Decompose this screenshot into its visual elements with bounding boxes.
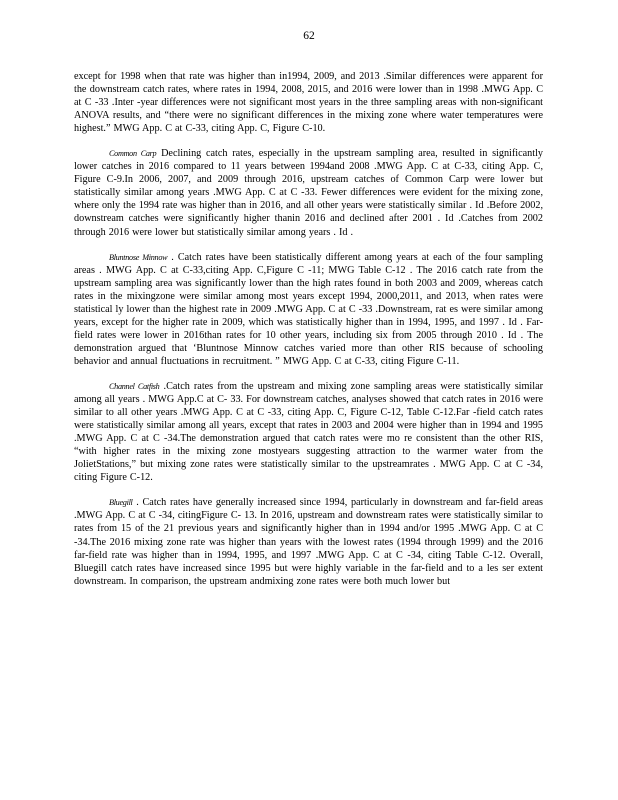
paragraph-channel-catfish bbox=[74, 380, 543, 484]
paragraph-common-carp bbox=[74, 147, 543, 238]
paragraph-1-text: except for 1998 when that rate was higher than in1994, 2009, and 2013 .Similar differences were apparent for the downstream catch rates, where rates in 1994, 2008, 2015, and 2016 were lower than in 1998 .MWG App. C at C -33 .Inter -year differences were not significant most years in the three sampling areas with non-significant ANOVA results, and “there were no significant differences in the mixing zone where water temperatures were highest.” MWG App. C at C-33, citing App. C, Figure C-10. bbox=[74, 71, 543, 135]
page-number: 62 bbox=[303, 30, 315, 42]
paragraph-bluntnose-minnow-text: . Catch rates have been statistically different among years at each of the four sampling areas . MWG App. C at C-33,citing App. C,Figure C -11; MWG Table C-12 . The 2016 catch rate from the upstream sampling area was significantly lower than the high rates found in both 2003 and 2009, whereas catch rates in the mixingzone were similar among most years except 1994, 2000,2011, and 2013, when rates were statistical ly lower than the highest rate in 2009 .MWG App. C at C -33 .Downstream, rat es were similar among years, except for the higher rate in 2009, which was statistically higher than in 1994, 1995, and 1997 . Id . Far-field rates were lower in 2016than rates for 10 other years, including six from 2005 through 2010 . Id . The demonstration argued that ‘Bluntnose Minnow catches varied more than other RIS because of schooling behavior and annual fluctuations in recruitment. ” MWG App. C at C-33, citing Figure C-11. bbox=[74, 251, 543, 367]
species-heading-bluntnose-minnow: Bluntnose Minnow bbox=[109, 252, 168, 262]
species-heading-channel-catfish: Channel Catfish bbox=[109, 381, 160, 391]
paragraph-bluegill bbox=[74, 496, 543, 587]
paragraph-bluegill-text: . Catch rates have generally increased since 1994, particularly in downstream and far-field areas .MWG App. C at C -34, citingFigure C- 13. In 2016, upstream and downstream rates were statistically similar to rates from 15 of the 21 previous years and significantly higher than in 1994 and/or 1995 .MWG App. C at C -34.The 2016 mixing zone rate was higher than years with the lowest rates (1994 through 1999) and the 2016 far-field rate was higher than in 1994, 1995, and 1997 .MWG App. C at C -34, citing Table C-12. Overall, Bluegill catch rates have increased since 1995 but were highly variable in the far-field and to a les ser extent downstream. In comparison, the upstream andmixing zone rates were both much lower but bbox=[74, 497, 543, 587]
paragraph-1 bbox=[74, 70, 543, 135]
body-text bbox=[74, 70, 543, 600]
paragraph-channel-catfish-text: .Catch rates from the upstream and mixing zone sampling areas were statistically similar among all years . MWG App.C at C- 33. For downstream catches, analyses showed that catch rates in 2016 were similar to all other years .MWG App. C at C -33, citing App. C, Figure C-12, Table C-12.Far -field catch rates were statistically similar among all years, except that rates in 2003 and 2004 were higher than in 1994 and 1995 .MWG App. C at C -34.The demonstration argued that catch rates were mo re consistent than the other RIS, “with higher rates in the mixing zone mostyears suggesting attraction to the warmer water from the JolietStations,” but mixing zone rates were statistically similar to the upstreamrates . MWG App. C at C -34, citing Figure C-12. bbox=[74, 380, 543, 484]
paragraph-bluntnose-minnow bbox=[74, 251, 543, 368]
species-heading-bluegill: Bluegill bbox=[109, 498, 133, 508]
species-heading-common-carp: Common Carp bbox=[109, 149, 157, 159]
paragraph-common-carp-text: Declining catch rates, especially in the upstream sampling area, resulted in significantly lower catches in 2016 compared to 11 years between 1994and 2008 .MWG App. C at C-33, citing App. C, Figure C-9.In 2006, 2007, and 2009 through 2016, upstream catches of Common Carp were lower but statistically similar among years .MWG App. C at C -33. Fewer differences were evident for the mixing zone, where only the 1994 rate was higher than in 2016, and all other years were statistically similar . Id .Before 2002, downstream catches were significantly higher thanin 2016 and declined after 2001 . Id .Catches from 2002 through 2016 were lower but statistically similar among years . Id . bbox=[74, 148, 543, 238]
